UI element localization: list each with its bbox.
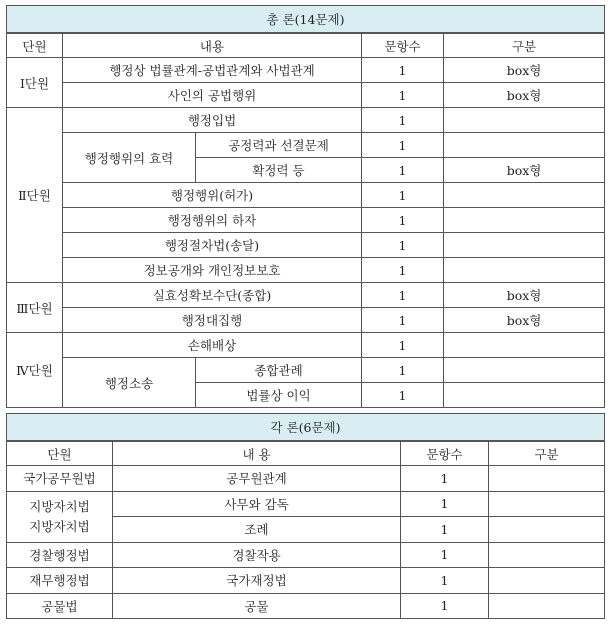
count-cell: 1 — [362, 58, 444, 83]
count-cell: 1 — [362, 83, 444, 108]
header-content: 내용 — [63, 33, 362, 58]
type-cell — [444, 383, 605, 408]
count-cell: 1 — [362, 283, 444, 308]
count-cell: 1 — [362, 358, 444, 383]
table-row — [7, 108, 605, 133]
type-cell — [489, 491, 605, 517]
content-cell: 행정행위(허가) — [63, 183, 362, 208]
general-table — [6, 5, 605, 408]
content-cell: 실효성확보수단(종합) — [63, 283, 362, 308]
count-cell: 1 — [362, 158, 444, 183]
content-cell: 경찰작용 — [113, 542, 401, 568]
content-cell: 정보공개와 개인정보보호 — [63, 258, 362, 283]
table-row — [7, 308, 605, 333]
count-cell: 1 — [401, 593, 489, 619]
header-count: 문항수 — [401, 441, 489, 466]
count-cell: 1 — [362, 183, 444, 208]
header-type: 구분 — [444, 33, 605, 58]
count-cell: 1 — [401, 466, 489, 492]
unit-cell: Ⅳ단원 — [7, 333, 63, 408]
header-type: 구분 — [489, 441, 605, 466]
type-cell — [489, 568, 605, 594]
specific-table — [6, 413, 605, 619]
count-cell: 1 — [362, 383, 444, 408]
type-cell: box형 — [444, 83, 605, 108]
table-row — [7, 568, 605, 594]
content-cell: 행정절차법(송달) — [63, 233, 362, 258]
type-cell — [489, 466, 605, 492]
count-cell: 1 — [362, 333, 444, 358]
content-cell: 공무원관계 — [113, 466, 401, 492]
header-unit: 단원 — [7, 33, 63, 58]
content-cell: 사인의 공법행위 — [63, 83, 362, 108]
count-cell: 1 — [401, 491, 489, 517]
table-row — [7, 466, 605, 492]
group-cell: 행정소송 — [63, 358, 196, 408]
table-row — [7, 542, 605, 568]
unit-cell: Ⅲ단원 — [7, 283, 63, 333]
type-cell: box형 — [444, 308, 605, 333]
type-cell — [444, 183, 605, 208]
content-cell: 국가재정법 — [113, 568, 401, 594]
type-cell — [444, 258, 605, 283]
content-cell: 공물 — [113, 593, 401, 619]
content-cell: 사무와 감독 — [113, 491, 401, 517]
count-cell: 1 — [401, 542, 489, 568]
content-cell: 공정력과 선결문제 — [196, 133, 362, 158]
group-cell: 행정행위의 효력 — [63, 133, 196, 183]
content-cell: 확정력 등 — [196, 158, 362, 183]
table-row — [7, 183, 605, 208]
unit-cell: 재무행정법 — [7, 568, 113, 594]
table-row — [7, 358, 605, 383]
type-cell — [489, 593, 605, 619]
unit-cell: 경찰행정법 — [7, 542, 113, 568]
type-cell — [444, 358, 605, 383]
table-row — [7, 133, 605, 158]
type-cell — [444, 233, 605, 258]
content-cell: 법률상 이익 — [196, 383, 362, 408]
count-cell: 1 — [362, 133, 444, 158]
count-cell: 1 — [362, 108, 444, 133]
type-cell: box형 — [444, 58, 605, 83]
unit-cell: 지방자치법 지방자치법 — [7, 491, 113, 542]
table-row — [7, 258, 605, 283]
table-row — [7, 208, 605, 233]
count-cell: 1 — [362, 308, 444, 333]
type-cell — [444, 108, 605, 133]
table-row — [7, 491, 605, 517]
content-cell: 손해배상 — [63, 333, 362, 358]
count-cell: 1 — [401, 568, 489, 594]
type-cell: box형 — [444, 283, 605, 308]
header-unit: 단원 — [7, 441, 113, 466]
header-count: 문항수 — [362, 33, 444, 58]
general-title: 총 론(14문제) — [7, 6, 605, 34]
count-cell: 1 — [362, 258, 444, 283]
unit-cell: Ⅰ단원 — [7, 58, 63, 108]
content-cell: 조례 — [113, 517, 401, 543]
table-row — [7, 83, 605, 108]
content-cell: 행정상 법률관계-공법관계와 사법관계 — [63, 58, 362, 83]
table-row — [7, 233, 605, 258]
count-cell: 1 — [362, 208, 444, 233]
content-cell: 행정행위의 하자 — [63, 208, 362, 233]
type-cell — [489, 517, 605, 543]
unit-cell: Ⅱ단원 — [7, 108, 63, 283]
header-content: 내 용 — [113, 441, 401, 466]
table-row — [7, 283, 605, 308]
table-row — [7, 58, 605, 83]
type-cell: box형 — [444, 158, 605, 183]
specific-title: 각 론(6문제) — [7, 414, 605, 442]
type-cell — [444, 133, 605, 158]
unit-cell: 공물법 — [7, 593, 113, 619]
unit-cell: 국가공무원법 — [7, 466, 113, 492]
type-cell — [444, 333, 605, 358]
content-cell: 행정입법 — [63, 108, 362, 133]
type-cell — [444, 208, 605, 233]
table-row — [7, 593, 605, 619]
content-cell: 행정대집행 — [63, 308, 362, 333]
count-cell: 1 — [362, 233, 444, 258]
count-cell: 1 — [401, 517, 489, 543]
type-cell — [489, 542, 605, 568]
table-row — [7, 333, 605, 358]
content-cell: 종합관례 — [196, 358, 362, 383]
